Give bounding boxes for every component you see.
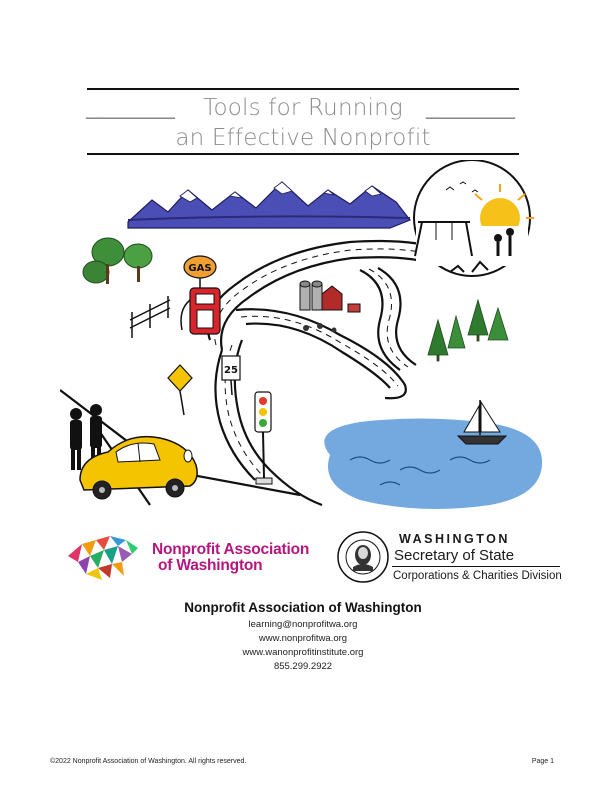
park-circle [414,160,534,276]
sos-divider [392,566,560,567]
mountains [128,182,410,228]
contact-website-institute[interactable]: www.wanonprofitinstitute.org [242,647,364,658]
naw-logo-mark [68,536,138,580]
lake [324,400,542,509]
sos-title: Secretary of State [394,547,515,564]
gas-sign: GAS [188,263,212,274]
sos-heading: WASHINGTON [399,532,510,546]
contact-email[interactable]: learning@nonprofitwa.org [248,619,358,630]
title-dash-left: ________ [86,99,175,121]
naw-logo-line1: Nonprofit Association [152,541,310,558]
top-rule [87,88,519,90]
contact-website[interactable]: www.nonprofitwa.org [258,633,348,644]
naw-logo-line2: of Washington [158,557,263,574]
state-seal [337,531,389,583]
bottom-rule [87,153,519,155]
fence [130,296,170,338]
gas-station [181,256,220,334]
speed-sign: 25 [224,365,238,376]
page-title-line2: an Effective Nonprofit [175,125,431,151]
pine-trees [428,300,508,361]
page-number: Page 1 [531,758,554,765]
page-title-line1: Tools for Running [203,95,403,121]
trees-left [83,238,152,284]
sos-division: Corporations & Charities Division [393,570,562,582]
contact-phone: 855.299.2922 [273,661,333,672]
farm [300,281,360,333]
footer-copyright: ©2022 Nonprofit Association of Washington. All rights reserved. [50,758,247,765]
contact-org-name: Nonprofit Association of Washington [184,600,422,615]
road-map-illustration [60,160,550,525]
title-dash-right: ________ [426,99,515,121]
